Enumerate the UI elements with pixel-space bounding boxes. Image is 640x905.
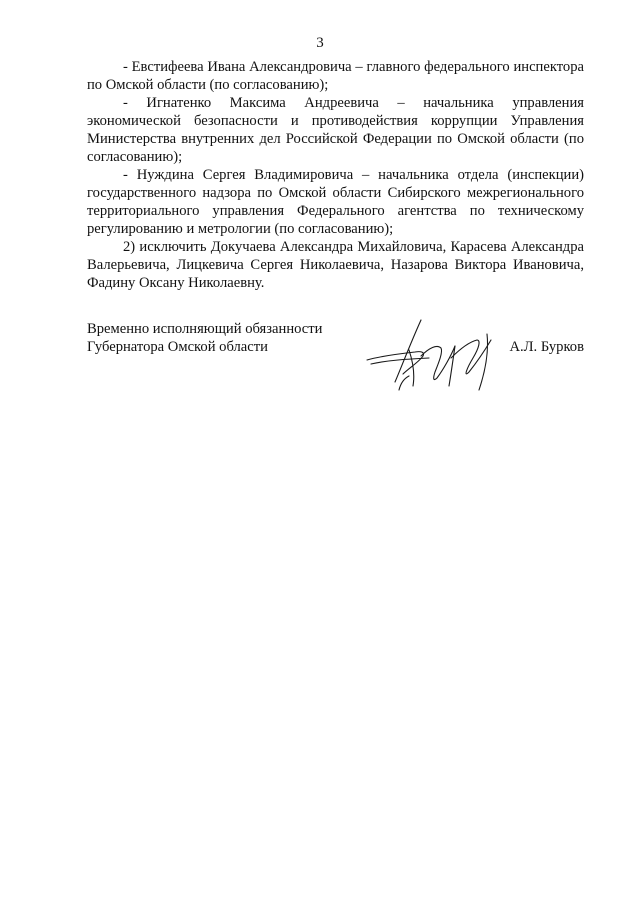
- page-number: 3: [316, 35, 324, 51]
- signer-title: [87, 320, 367, 356]
- handwritten-signature: [359, 312, 509, 398]
- signer-title-line-1: Временно исполняющий обязанности: [87, 321, 323, 337]
- paragraph-ignatenko: - Игнатенко Максима Андреевича – начальника управления экономической безопасности и противодействия коррупции Управления Министерства внутренних дел Российской Федерации по Омской области (по согласованию);: [87, 95, 584, 165]
- paragraph-exclude: 2) исключить Докучаева Александра Михайловича, Карасева Александра Валерьевича, Лицкевича Сергея Николаевича, Назарова Виктора Ивановича, Фадину Оксану Николаевну.: [87, 239, 584, 291]
- paragraph-evstifeev: - Евстифеева Ивана Александровича – главного федерального инспектора по Омской области (по согласованию);: [87, 59, 584, 93]
- document-body: [87, 58, 584, 292]
- signer-title-line-2: Губернатора Омской области: [87, 339, 268, 355]
- paragraph-nuzhdin: - Нуждина Сергея Владимировича – начальника отдела (инспекции) государственного надзора по Омской области Сибирского межрегионального территориального управления Федерального агентства по техническому регулированию и метрологии (по согласованию);: [87, 167, 584, 237]
- signer-name: А.Л. Бурков: [509, 339, 584, 355]
- signature-block: [87, 320, 584, 400]
